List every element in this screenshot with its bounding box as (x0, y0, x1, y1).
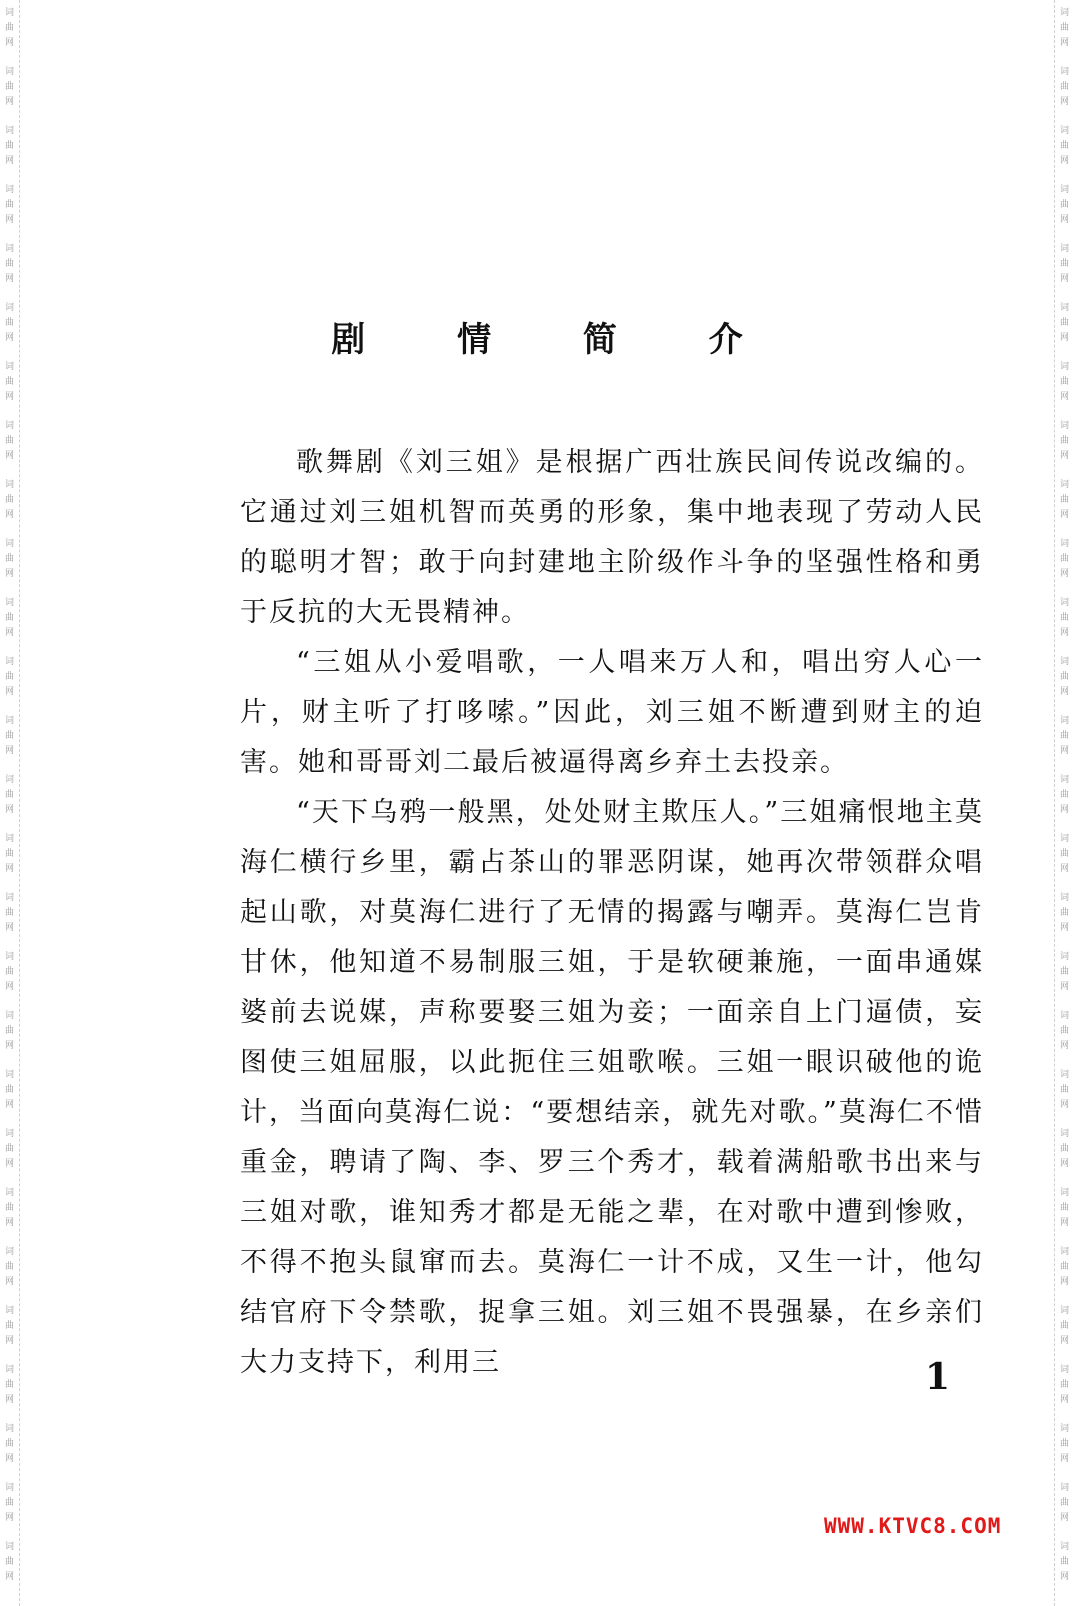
margin-watermark-char: 词 (4, 303, 14, 313)
margin-watermark-char: 词 (4, 598, 14, 608)
margin-watermark-block (1060, 65, 1069, 110)
margin-watermark-char: 词 (4, 952, 14, 962)
margin-watermark-char: 曲 (1059, 1557, 1069, 1567)
margin-watermark-char: 网 (1059, 1041, 1069, 1051)
margin-watermark-char: 网 (4, 628, 14, 638)
margin-watermark-char: 词 (4, 1129, 14, 1139)
margin-watermark-char: 词 (1059, 244, 1069, 254)
margin-watermark-char: 曲 (1059, 1085, 1069, 1095)
margin-watermark-char: 曲 (4, 849, 14, 859)
margin-watermark-char: 网 (1059, 510, 1069, 520)
margin-watermark-char: 词 (1059, 775, 1069, 785)
margin-watermark-char: 网 (1059, 1336, 1069, 1346)
margin-watermark-char: 曲 (1059, 613, 1069, 623)
margin-watermark-block (1060, 1009, 1069, 1054)
left-margin-watermark-strip (0, 0, 20, 1606)
margin-watermark-block (1060, 1304, 1069, 1349)
margin-watermark-char: 网 (1059, 1513, 1069, 1523)
margin-watermark-char: 曲 (1059, 908, 1069, 918)
margin-watermark-block (1060, 596, 1069, 641)
margin-watermark-char: 曲 (4, 908, 14, 918)
margin-watermark-char: 词 (1059, 67, 1069, 77)
margin-watermark-char: 曲 (4, 1085, 14, 1095)
margin-watermark-block (5, 1186, 14, 1231)
margin-watermark-char: 词 (4, 539, 14, 549)
margin-watermark-char: 词 (1059, 1424, 1069, 1434)
margin-watermark-block (1060, 1186, 1069, 1231)
margin-watermark-char: 曲 (1059, 849, 1069, 859)
margin-watermark-char: 网 (4, 687, 14, 697)
margin-watermark-block (5, 124, 14, 169)
margin-watermark-char: 词 (1059, 1129, 1069, 1139)
margin-watermark-char: 网 (1059, 1572, 1069, 1582)
margin-watermark-block (5, 1009, 14, 1054)
margin-watermark-char: 词 (1059, 1483, 1069, 1493)
margin-watermark-char: 网 (4, 333, 14, 343)
margin-watermark-char: 词 (4, 480, 14, 490)
paragraph: “天下乌鸦一般黑，处处财主欺压人。”三姐痛恨地主莫海仁横行乡里，霸占茶山的罪恶阴谋，她再次带领群众唱起山歌，对莫海仁进行了无情的揭露与嘲弄。莫海仁岂肯甘休，他知道不易制服三姐，于是软硬兼施，一面串通媒婆前去说媒，声称要娶三姐为妾；一面亲自上门逼债，妄图使三姐屈服，以此扼住三姐歌喉。三姐一眼识破他的诡计，当面向莫海仁说：“要想结亲，就先对歌。”莫海仁不惜重金，聘请了陶、李、罗三个秀才，载着满船歌书出来与三姐对歌，谁知秀才都是无能之辈，在对歌中遭到惨败，不得不抱头鼠窜而去。莫海仁一计不成，又生一计，他勾结官府下令禁歌，捉拿三姐。刘三姐不畏强暴，在乡亲们大力支持下，利用三 (240, 797, 984, 1378)
margin-watermark-char: 曲 (1059, 1203, 1069, 1213)
margin-watermark-char: 词 (1059, 716, 1069, 726)
margin-watermark-char: 网 (1059, 628, 1069, 638)
margin-watermark-char: 网 (1059, 1454, 1069, 1464)
margin-watermark-char: 曲 (1059, 436, 1069, 446)
margin-watermark-char: 网 (4, 38, 14, 48)
margin-watermark-block (1060, 1481, 1069, 1526)
margin-watermark-block (5, 65, 14, 110)
margin-watermark-char: 网 (4, 1159, 14, 1169)
margin-watermark-char: 词 (1059, 1365, 1069, 1375)
margin-watermark-char: 网 (4, 1218, 14, 1228)
margin-watermark-char: 词 (4, 834, 14, 844)
margin-watermark-char: 网 (1059, 1395, 1069, 1405)
paragraph: “三姐从小爱唱歌，一人唱来万人和，唱出穷人心一片，财主听了打哆嗦。”因此，刘三姐不断遭到财主的迫害。她和哥哥刘二最后被逼得离乡弃土去投亲。 (240, 647, 984, 778)
margin-watermark-char: 曲 (4, 141, 14, 151)
margin-watermark-block (1060, 891, 1069, 936)
margin-watermark-char: 词 (4, 1483, 14, 1493)
margin-watermark-char: 曲 (4, 23, 14, 33)
margin-watermark-char: 词 (1059, 952, 1069, 962)
margin-watermark-block (1060, 1068, 1069, 1113)
margin-watermark-char: 曲 (1059, 495, 1069, 505)
page-title: 剧 情 简 介 (331, 320, 783, 360)
margin-watermark-char: 网 (4, 215, 14, 225)
margin-watermark-block (1060, 773, 1069, 818)
margin-watermark-char: 网 (1059, 1100, 1069, 1110)
margin-watermark-block (1060, 478, 1069, 523)
margin-watermark-block (1060, 714, 1069, 759)
margin-watermark-char: 网 (4, 805, 14, 815)
margin-watermark-char: 词 (4, 1247, 14, 1257)
margin-watermark-char: 词 (1059, 362, 1069, 372)
margin-watermark-block (1060, 124, 1069, 169)
margin-watermark-char: 曲 (4, 1439, 14, 1449)
margin-watermark-char: 网 (1059, 982, 1069, 992)
margin-watermark-char: 曲 (4, 1144, 14, 1154)
margin-watermark-char: 曲 (4, 377, 14, 387)
margin-watermark-char: 曲 (4, 82, 14, 92)
margin-watermark-char: 词 (1059, 8, 1069, 18)
margin-watermark-char: 词 (1059, 303, 1069, 313)
margin-watermark-char: 曲 (1059, 259, 1069, 269)
margin-watermark-char: 网 (1059, 1159, 1069, 1169)
margin-watermark-char: 词 (1059, 1247, 1069, 1257)
margin-watermark-char: 词 (4, 67, 14, 77)
margin-watermark-char: 网 (1059, 38, 1069, 48)
margin-watermark-char: 网 (4, 510, 14, 520)
margin-watermark-char: 曲 (4, 1262, 14, 1272)
margin-watermark-block (5, 183, 14, 228)
margin-watermark-block (1060, 1127, 1069, 1172)
margin-watermark-char: 曲 (1059, 200, 1069, 210)
right-margin-watermark-strip (1054, 0, 1074, 1606)
margin-watermark-char: 网 (1059, 451, 1069, 461)
margin-watermark-char: 词 (4, 421, 14, 431)
margin-watermark-block (1060, 360, 1069, 405)
margin-watermark-char: 词 (4, 1306, 14, 1316)
margin-watermark-block (5, 1422, 14, 1467)
margin-watermark-block (5, 478, 14, 523)
margin-watermark-char: 网 (1059, 805, 1069, 815)
margin-watermark-char: 网 (1059, 687, 1069, 697)
site-url-watermark: WWW.KTVC8.COM (824, 1514, 1002, 1538)
margin-watermark-char: 网 (1059, 1277, 1069, 1287)
margin-watermark-block (1060, 950, 1069, 995)
margin-watermark-block (1060, 1422, 1069, 1467)
margin-watermark-char: 曲 (4, 672, 14, 682)
margin-watermark-block (1060, 655, 1069, 700)
margin-watermark-char: 词 (4, 775, 14, 785)
margin-watermark-char: 曲 (4, 318, 14, 328)
margin-watermark-char: 网 (1059, 864, 1069, 874)
margin-watermark-char: 词 (4, 8, 14, 18)
margin-watermark-block (5, 1304, 14, 1349)
margin-watermark-block (5, 242, 14, 287)
margin-watermark-block (5, 360, 14, 405)
margin-watermark-char: 网 (1059, 1218, 1069, 1228)
margin-watermark-block (5, 1068, 14, 1113)
margin-watermark-char: 曲 (4, 731, 14, 741)
margin-watermark-block (5, 1127, 14, 1172)
margin-watermark-char: 词 (4, 1011, 14, 1021)
margin-watermark-char: 曲 (1059, 377, 1069, 387)
margin-watermark-char: 网 (1059, 392, 1069, 402)
margin-watermark-char: 网 (4, 1100, 14, 1110)
margin-watermark-block (1060, 537, 1069, 582)
margin-watermark-char: 词 (4, 126, 14, 136)
margin-watermark-char: 词 (4, 657, 14, 667)
margin-watermark-char: 网 (4, 156, 14, 166)
margin-watermark-char: 网 (4, 451, 14, 461)
margin-watermark-char: 网 (4, 1277, 14, 1287)
margin-watermark-char: 曲 (4, 967, 14, 977)
margin-watermark-char: 网 (4, 746, 14, 756)
margin-watermark-char: 网 (1059, 97, 1069, 107)
margin-watermark-block (5, 950, 14, 995)
margin-watermark-char: 词 (4, 1070, 14, 1080)
margin-watermark-char: 词 (1059, 1542, 1069, 1552)
margin-watermark-block (5, 1481, 14, 1526)
margin-watermark-block (5, 832, 14, 877)
page-number: 1 (925, 1356, 951, 1398)
margin-watermark-char: 曲 (1059, 1144, 1069, 1154)
margin-watermark-char: 词 (1059, 539, 1069, 549)
margin-watermark-char: 词 (4, 1424, 14, 1434)
margin-watermark-char: 词 (4, 362, 14, 372)
margin-watermark-block (1060, 242, 1069, 287)
margin-watermark-char: 网 (4, 923, 14, 933)
margin-watermark-char: 曲 (4, 436, 14, 446)
margin-watermark-block (1060, 6, 1069, 51)
margin-watermark-char: 曲 (1059, 23, 1069, 33)
margin-watermark-char: 词 (4, 1542, 14, 1552)
margin-watermark-char: 词 (4, 244, 14, 254)
margin-watermark-char: 词 (1059, 185, 1069, 195)
margin-watermark-char: 网 (4, 1395, 14, 1405)
margin-watermark-char: 曲 (4, 1321, 14, 1331)
margin-watermark-char: 网 (1059, 215, 1069, 225)
margin-watermark-char: 词 (1059, 1011, 1069, 1021)
margin-watermark-char: 曲 (1059, 672, 1069, 682)
margin-watermark-char: 曲 (1059, 82, 1069, 92)
margin-watermark-char: 曲 (1059, 1321, 1069, 1331)
margin-watermark-block (5, 419, 14, 464)
margin-watermark-char: 曲 (4, 1380, 14, 1390)
margin-watermark-block (5, 773, 14, 818)
margin-watermark-char: 网 (4, 864, 14, 874)
margin-watermark-char: 词 (1059, 598, 1069, 608)
margin-watermark-char: 网 (1059, 923, 1069, 933)
margin-watermark-char: 词 (4, 893, 14, 903)
margin-watermark-block (5, 6, 14, 51)
margin-watermark-block (1060, 1540, 1069, 1585)
margin-watermark-char: 曲 (4, 495, 14, 505)
margin-watermark-char: 词 (1059, 1306, 1069, 1316)
margin-watermark-char: 曲 (1059, 731, 1069, 741)
margin-watermark-char: 网 (4, 1336, 14, 1346)
margin-watermark-char: 曲 (4, 259, 14, 269)
margin-watermark-block (1060, 1363, 1069, 1408)
margin-watermark-char: 网 (4, 1513, 14, 1523)
margin-watermark-char: 网 (1059, 156, 1069, 166)
margin-watermark-char: 网 (1059, 274, 1069, 284)
margin-watermark-char: 曲 (1059, 1439, 1069, 1449)
margin-watermark-block (5, 1363, 14, 1408)
margin-watermark-char: 曲 (1059, 1262, 1069, 1272)
margin-watermark-char: 词 (1059, 657, 1069, 667)
margin-watermark-block (5, 714, 14, 759)
margin-watermark-char: 词 (4, 1365, 14, 1375)
margin-watermark-char: 曲 (1059, 318, 1069, 328)
margin-watermark-char: 曲 (1059, 790, 1069, 800)
margin-watermark-char: 网 (4, 1041, 14, 1051)
margin-watermark-char: 网 (4, 1572, 14, 1582)
margin-watermark-char: 曲 (4, 1026, 14, 1036)
margin-watermark-char: 曲 (4, 554, 14, 564)
margin-watermark-block (1060, 832, 1069, 877)
margin-watermark-char: 词 (1059, 421, 1069, 431)
margin-watermark-char: 网 (4, 392, 14, 402)
margin-watermark-char: 词 (1059, 1188, 1069, 1198)
margin-watermark-char: 网 (4, 982, 14, 992)
margin-watermark-char: 网 (4, 1454, 14, 1464)
body-text (240, 438, 984, 1388)
margin-watermark-char: 曲 (1059, 967, 1069, 977)
margin-watermark-char: 词 (1059, 480, 1069, 490)
margin-watermark-char: 曲 (1059, 1026, 1069, 1036)
margin-watermark-char: 网 (4, 569, 14, 579)
margin-watermark-block (1060, 183, 1069, 228)
margin-watermark-char: 网 (1059, 746, 1069, 756)
margin-watermark-char: 词 (1059, 834, 1069, 844)
margin-watermark-char: 词 (1059, 126, 1069, 136)
margin-watermark-char: 曲 (4, 790, 14, 800)
margin-watermark-char: 曲 (4, 1203, 14, 1213)
margin-watermark-char: 词 (1059, 893, 1069, 903)
margin-watermark-block (1060, 1245, 1069, 1290)
margin-watermark-char: 曲 (4, 1498, 14, 1508)
margin-watermark-char: 曲 (1059, 554, 1069, 564)
margin-watermark-char: 曲 (4, 200, 14, 210)
margin-watermark-char: 网 (4, 97, 14, 107)
margin-watermark-char: 曲 (1059, 141, 1069, 151)
paragraph: 歌舞剧《刘三姐》是根据广西壮族民间传说改编的。它通过刘三姐机智而英勇的形象，集中地表现了劳动人民的聪明才智；敢于向封建地主阶级作斗争的坚强性格和勇于反抗的大无畏精神。 (240, 447, 984, 628)
margin-watermark-char: 网 (1059, 333, 1069, 343)
margin-watermark-block (5, 1540, 14, 1585)
margin-watermark-char: 曲 (1059, 1380, 1069, 1390)
margin-watermark-block (5, 891, 14, 936)
margin-watermark-char: 词 (1059, 1070, 1069, 1080)
margin-watermark-char: 词 (4, 716, 14, 726)
margin-watermark-block (1060, 419, 1069, 464)
margin-watermark-block (5, 655, 14, 700)
margin-watermark-block (5, 1245, 14, 1290)
margin-watermark-block (5, 596, 14, 641)
margin-watermark-char: 曲 (1059, 1498, 1069, 1508)
margin-watermark-char: 词 (4, 185, 14, 195)
margin-watermark-char: 词 (4, 1188, 14, 1198)
margin-watermark-char: 曲 (4, 613, 14, 623)
margin-watermark-char: 网 (4, 274, 14, 284)
margin-watermark-char: 网 (1059, 569, 1069, 579)
margin-watermark-char: 曲 (4, 1557, 14, 1567)
margin-watermark-block (5, 537, 14, 582)
